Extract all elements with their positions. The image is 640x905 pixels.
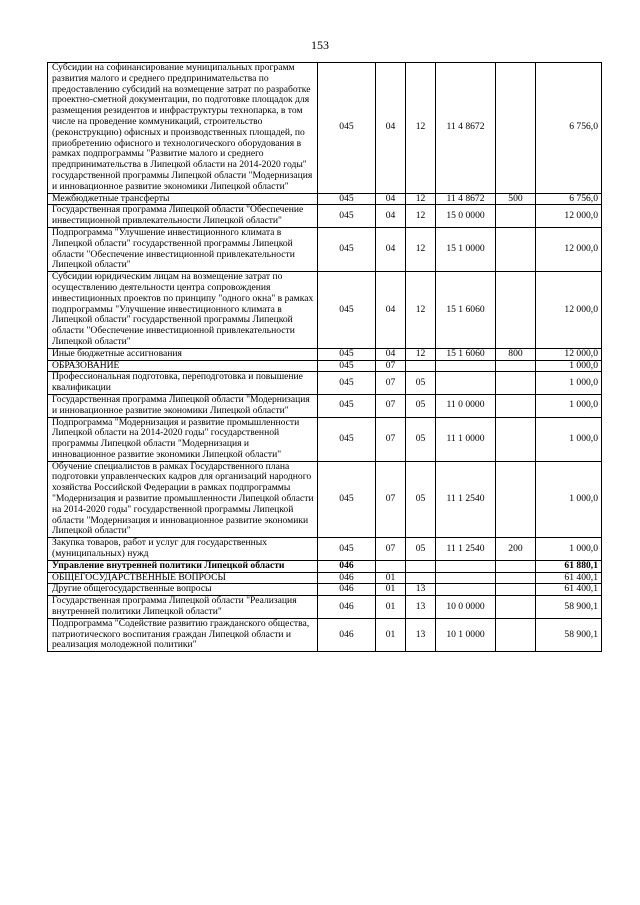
row-pr-cell: 12 — [406, 193, 436, 205]
row-vr-cell — [496, 596, 536, 619]
row-rz-cell: 04 — [376, 205, 406, 228]
row-name-cell: Другие общегосударственные вопросы — [48, 584, 318, 596]
row-pr-cell: 05 — [406, 372, 436, 395]
row-sum-cell: 1 000,0 — [536, 417, 602, 461]
row-csr-cell: 11 1 0000 — [436, 417, 496, 461]
row-csr-cell — [436, 372, 496, 395]
row-ved-cell: 045 — [318, 193, 376, 205]
row-sum-cell: 12 000,0 — [536, 205, 602, 228]
row-vr-cell — [496, 461, 536, 538]
page-number: 153 — [311, 38, 329, 52]
table-row — [48, 538, 602, 561]
row-sum-cell: 1 000,0 — [536, 461, 602, 538]
table-row — [48, 272, 602, 349]
row-name-cell: Государственная программа Липецкой области "Модернизация и инновационное развитие экономики Липецкой области" — [48, 394, 318, 417]
row-vr-cell: 800 — [496, 348, 536, 360]
row-csr-cell: 11 1 2540 — [436, 461, 496, 538]
row-vr-cell — [496, 227, 536, 271]
row-pr-cell: 12 — [406, 227, 436, 271]
row-name-cell: Субсидии на софинансирование муниципальных программ развития малого и среднего предпринимательства по предоставлению субсидий на возмещение затрат по разработке проектно-сметной документации, по подготовке площадок для размещения резидентов и инфраструктуры технопарка, в том числе на проведение коммуникаций, строительство (реконструкцию) офисных и производственных площадей, по приобретению офисного и технологического оборудования в рамках подпрограммы "Развитие малого и среднего предпринимательства в Липецкой области на 2014-2020 годы" государственной программы Липецкой области "Модернизация и инновационное развитие экономики Липецкой области" — [48, 63, 318, 194]
row-sum-cell: 1 000,0 — [536, 372, 602, 395]
row-ved-cell: 046 — [318, 560, 376, 572]
row-csr-cell: 15 1 0000 — [436, 227, 496, 271]
row-rz-cell: 01 — [376, 572, 406, 584]
row-sum-cell: 1 000,0 — [536, 538, 602, 561]
row-name-cell: Профессиональная подготовка, переподготовка и повышение квалификации — [48, 372, 318, 395]
budget-table — [47, 62, 602, 652]
row-sum-cell: 6 756,0 — [536, 63, 602, 194]
table-row — [48, 394, 602, 417]
row-rz-cell: 01 — [376, 584, 406, 596]
row-pr-cell: 05 — [406, 417, 436, 461]
row-vr-cell — [496, 417, 536, 461]
row-csr-cell: 11 4 8672 — [436, 193, 496, 205]
row-name-cell: Иные бюджетные ассигнования — [48, 348, 318, 360]
row-sum-cell: 12 000,0 — [536, 348, 602, 360]
row-name-cell: Закупка товаров, работ и услуг для государственных (муниципальных) нужд — [48, 538, 318, 561]
table-row — [48, 461, 602, 538]
row-name-cell: Межбюджетные трансферты — [48, 193, 318, 205]
row-pr-cell: 12 — [406, 272, 436, 349]
row-name-cell: Обучение специалистов в рамках Государственного плана подготовки управленческих кадров для организаций народного хозяйства Российской Федерации в рамках подпрограммы "Модернизация и развитие промышленности Липецкой области на 2014-2020 годы" государственной программы Липецкой области "Модернизация и инновационное развитие экономики Липецкой области" — [48, 461, 318, 538]
table-row — [48, 584, 602, 596]
row-ved-cell: 045 — [318, 417, 376, 461]
row-sum-cell: 12 000,0 — [536, 272, 602, 349]
row-vr-cell — [496, 584, 536, 596]
row-name-cell: ОБЩЕГОСУДАРСТВЕННЫЕ ВОПРОСЫ — [48, 572, 318, 584]
row-ved-cell: 045 — [318, 360, 376, 372]
row-ved-cell: 045 — [318, 461, 376, 538]
row-rz-cell: 07 — [376, 360, 406, 372]
table-row — [48, 360, 602, 372]
table-row — [48, 560, 602, 572]
row-sum-cell: 1 000,0 — [536, 394, 602, 417]
row-csr-cell — [436, 572, 496, 584]
table-row — [48, 417, 602, 461]
table-row — [48, 618, 602, 651]
row-pr-cell: 12 — [406, 205, 436, 228]
row-pr-cell: 13 — [406, 618, 436, 651]
row-ved-cell: 045 — [318, 394, 376, 417]
row-sum-cell: 1 000,0 — [536, 360, 602, 372]
row-pr-cell: 13 — [406, 596, 436, 619]
row-rz-cell: 04 — [376, 348, 406, 360]
row-name-cell: Государственная программа Липецкой области "Обеспечение инвестиционной привлекательности Липецкой области" — [48, 205, 318, 228]
row-ved-cell: 045 — [318, 227, 376, 271]
row-sum-cell: 61 880,1 — [536, 560, 602, 572]
table-row — [48, 596, 602, 619]
row-vr-cell: 200 — [496, 538, 536, 561]
row-pr-cell — [406, 560, 436, 572]
row-ved-cell: 045 — [318, 372, 376, 395]
row-pr-cell — [406, 360, 436, 372]
table-row — [48, 193, 602, 205]
row-csr-cell — [436, 584, 496, 596]
row-csr-cell — [436, 360, 496, 372]
row-vr-cell — [496, 572, 536, 584]
row-rz-cell: 07 — [376, 461, 406, 538]
row-ved-cell: 045 — [318, 63, 376, 194]
row-name-cell: Подпрограмма "Улучшение инвестиционного климата в Липецкой области" государственной программы Липецкой области "Обеспечение инвестиционной привлекательности Липецкой области" — [48, 227, 318, 271]
row-vr-cell — [496, 394, 536, 417]
row-csr-cell: 10 1 0000 — [436, 618, 496, 651]
row-vr-cell — [496, 63, 536, 194]
row-pr-cell: 12 — [406, 63, 436, 194]
row-rz-cell: 01 — [376, 618, 406, 651]
table-row — [48, 572, 602, 584]
row-ved-cell: 046 — [318, 618, 376, 651]
row-vr-cell — [496, 272, 536, 349]
row-sum-cell: 61 400,1 — [536, 584, 602, 596]
row-pr-cell: 12 — [406, 348, 436, 360]
table-row — [48, 227, 602, 271]
row-csr-cell: 15 0 0000 — [436, 205, 496, 228]
row-rz-cell: 04 — [376, 63, 406, 194]
row-ved-cell: 045 — [318, 538, 376, 561]
row-rz-cell — [376, 560, 406, 572]
row-rz-cell: 07 — [376, 417, 406, 461]
row-sum-cell: 12 000,0 — [536, 227, 602, 271]
row-csr-cell: 10 0 0000 — [436, 596, 496, 619]
row-vr-cell — [496, 205, 536, 228]
row-vr-cell — [496, 618, 536, 651]
row-name-cell: Субсидии юридическим лицам на возмещение затрат по осуществлению деятельности центра сопровождения инвестиционных проектов по принципу "одного окна" в рамках подпрограммы "Улучшение инвестиционного климата в Липецкой области" государственной программы Липецкой области "Обеспечение инвестиционной привлекательности Липецкой области" — [48, 272, 318, 349]
row-vr-cell — [496, 560, 536, 572]
row-csr-cell: 15 1 6060 — [436, 348, 496, 360]
table-row — [48, 348, 602, 360]
row-csr-cell — [436, 560, 496, 572]
row-name-cell: Государственная программа Липецкой области "Реализация внутренней политики Липецкой области" — [48, 596, 318, 619]
row-ved-cell: 045 — [318, 348, 376, 360]
row-rz-cell: 07 — [376, 538, 406, 561]
row-pr-cell: 05 — [406, 461, 436, 538]
table-row — [48, 205, 602, 228]
row-pr-cell — [406, 572, 436, 584]
row-csr-cell: 15 1 6060 — [436, 272, 496, 349]
row-sum-cell: 58 900,1 — [536, 618, 602, 651]
row-ved-cell: 046 — [318, 596, 376, 619]
row-ved-cell: 045 — [318, 272, 376, 349]
row-sum-cell: 61 400,1 — [536, 572, 602, 584]
row-csr-cell: 11 1 2540 — [436, 538, 496, 561]
row-rz-cell: 04 — [376, 272, 406, 349]
row-pr-cell: 13 — [406, 584, 436, 596]
row-ved-cell: 045 — [318, 205, 376, 228]
row-sum-cell: 6 756,0 — [536, 193, 602, 205]
row-pr-cell: 05 — [406, 394, 436, 417]
table-row — [48, 372, 602, 395]
row-pr-cell: 05 — [406, 538, 436, 561]
row-vr-cell — [496, 372, 536, 395]
row-rz-cell: 07 — [376, 372, 406, 395]
row-ved-cell: 046 — [318, 572, 376, 584]
row-vr-cell: 500 — [496, 193, 536, 205]
row-ved-cell: 046 — [318, 584, 376, 596]
row-csr-cell: 11 4 8672 — [436, 63, 496, 194]
row-rz-cell: 07 — [376, 394, 406, 417]
table-row — [48, 63, 602, 194]
row-name-cell: Подпрограмма "Содействие развитию гражданского общества, патриотического воспитания граждан Липецкой области и реализация молодежной политики" — [48, 618, 318, 651]
row-rz-cell: 04 — [376, 227, 406, 271]
row-vr-cell — [496, 360, 536, 372]
row-name-cell: ОБРАЗОВАНИЕ — [48, 360, 318, 372]
row-rz-cell: 04 — [376, 193, 406, 205]
row-sum-cell: 58 900,1 — [536, 596, 602, 619]
row-name-cell: Подпрограмма "Модернизация и развитие промышленности Липецкой области на 2014-2020 годы" государственной программы Липецкой области "Модернизация и инновационное развитие экономики Липецкой области" — [48, 417, 318, 461]
row-rz-cell: 01 — [376, 596, 406, 619]
row-name-cell: Управление внутренней политики Липецкой области — [48, 560, 318, 572]
row-csr-cell: 11 0 0000 — [436, 394, 496, 417]
